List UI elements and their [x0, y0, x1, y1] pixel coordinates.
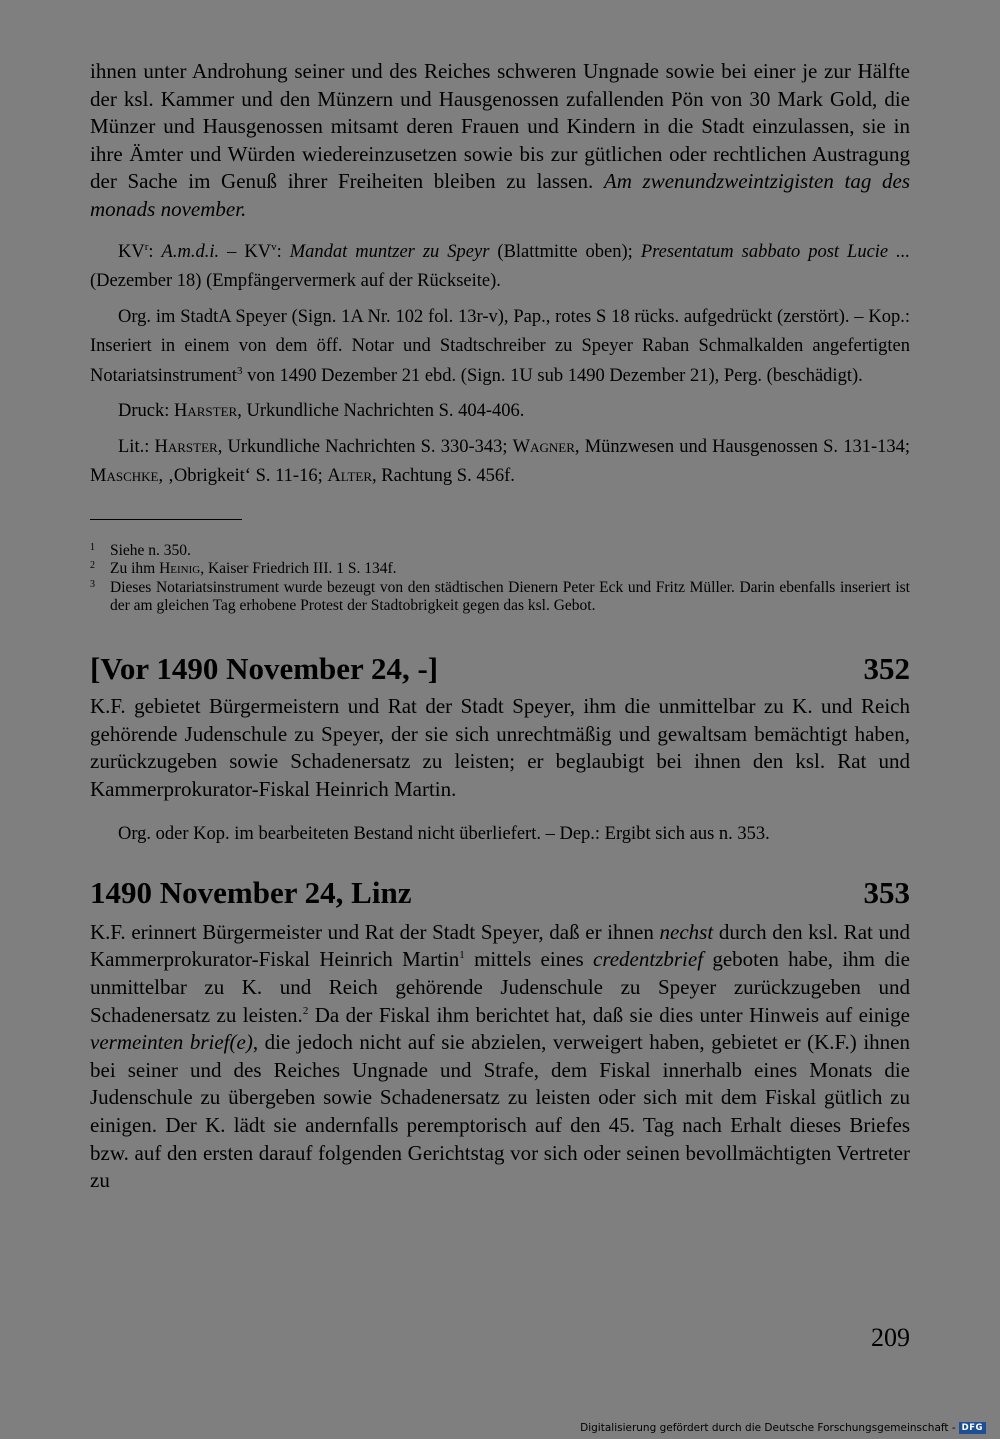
kv-r-label: KV	[118, 241, 145, 262]
lit-label: Lit.:	[118, 436, 155, 457]
intro-paragraph	[90, 58, 910, 224]
kv-v-label: – KV	[219, 241, 272, 262]
lit-text: , Rachtung S. 456f.	[372, 466, 515, 487]
org-text-after: von 1490 Dezember 21 ebd. (Sign. 1U sub 1490 Dezember 21), Perg. (beschädigt).	[242, 365, 863, 386]
kv-mandat: Mandat muntzer zu Speyr	[289, 241, 490, 262]
footnote-divider	[90, 519, 242, 520]
lit-text: , Urkundliche Nachrichten S. 330-343;	[217, 436, 513, 457]
entry-352-note: Org. oder Kop. im bearbeiteten Bestand nicht überliefert. – Dep.: Ergibt sich aus n. 353.	[118, 824, 770, 845]
footnote-3	[90, 579, 910, 616]
intro-text: ihnen unter Androhung seiner und des Reiches schweren Ungnade sowie bei einer je zur Hälfte der ksl. Kammer und den Münzern und Hausgenossen zufallenden Pön von 30 Mark Gold, die Münzer und Hausgenossen mitsamt deren Frauen und Kindern in die Stadt einzulassen, sie in ihre Ämter und Würden wiedereinzusetzen sowie bis zur gütlichen oder rechtlichen Austragung der Sache im Genuß ihrer Freiheiten bleiben zu lassen.	[90, 59, 910, 194]
kv-blattmitte: (Blattmitte oben);	[489, 241, 641, 262]
dfg-credit	[580, 1422, 986, 1434]
footnote-ref: 2	[302, 1004, 309, 1017]
regest-quote: credentzbrief	[593, 947, 704, 972]
lit-author: Harster	[154, 436, 218, 457]
dfg-logo: DFG	[959, 1422, 986, 1434]
entry-352-heading	[90, 651, 910, 687]
druck-text: , Urkundliche Nachrichten S. 404-406.	[237, 401, 525, 422]
entry-353-title: 1490 November 24, Linz	[90, 874, 412, 910]
footnote-number: 3	[90, 578, 95, 590]
regest-text: K.F. erinnert Bürgermeister und Rat der Stadt Speyer, daß er ihnen	[90, 919, 660, 944]
footnote-2	[90, 560, 910, 579]
lit-text: , ‚Obrigkeit‘ S. 11-16;	[158, 466, 328, 487]
regest-text: durch den ksl. Rat und Kammerprokurator-Fiskal Heinrich Martin	[90, 919, 910, 972]
druck-note	[90, 397, 910, 427]
footnote-text: Siehe n. 350.	[110, 541, 191, 559]
org-footnote-ref: 3	[236, 364, 243, 377]
entry-352-number: 352	[863, 650, 910, 686]
footnote-text: Zu ihm	[110, 560, 160, 578]
kv-presentatum: Presentatum sabbato post Lucie ...	[640, 241, 911, 262]
lit-text: , Münzwesen und Hausgenossen S. 131-134;	[574, 436, 910, 457]
footnote-author: Heinig	[159, 560, 201, 578]
regest-text: Da der Fiskal ihm berichtet hat, daß sie dies unter Hinweis auf einige	[308, 1002, 910, 1027]
kv-r-sup: r	[144, 240, 149, 253]
regest-quote: nechst	[659, 919, 714, 944]
credit-text: Digitalisierung gefördert durch die Deutsche Forschungsgemeinschaft -	[580, 1422, 956, 1434]
intro-date: Am zwenundzweintzigisten tag des monads november.	[90, 169, 910, 221]
org-text: Org. im StadtA Speyer (Sign. 1A Nr. 102 fol. 13r-v), Pap., rotes S 18 rücks. aufgedrückt (zerstört). – Kop.: Inseriert in einem von dem öff. Notar und Stadtschreiber zu Speyer Raban Schmalkalden angefertigten Notariatsinstrument	[90, 306, 910, 386]
regest-text: geboten habe, ihm die unmittelbar zu K. und Reich gehörende Judenschule zu Speyer zurückzugeben und Schadenersatz zu leisten.	[90, 947, 910, 1027]
entry-352-regest: K.F. gebietet Bürgermeistern und Rat der Stadt Speyer, ihm die unmittelbar zu K. und Reich gehörende Judenschule zu Speyer, der sie sich unrechtmäßig und gewaltsam bemächtigt haben, zurückzugeben sowie Schadenersatz zu leisten; er beglaubigt bei ihnen den ksl. Rat und Kammerprokurator-Fiskal Heinrich Martin.	[90, 693, 910, 801]
druck-author: Harster	[174, 401, 238, 422]
footnote-text: Dieses Notariatsinstrument wurde bezeugt von den städtischen Dienern Peter Eck und Fritz Müller. Darin ebenfalls inseriert ist der am gleichen Tag erhobene Protest der Stadtobrigkeit gegen das ksl. Gebot.	[110, 578, 910, 615]
kv-amdi: A.m.d.i.	[161, 241, 220, 262]
footnote-number: 2	[90, 560, 95, 572]
footnote-text: , Kaiser Friedrich III. 1 S. 134f.	[200, 560, 397, 578]
regest-text: mittels eines	[464, 947, 594, 972]
regest-text: , die jedoch nicht auf sie abzielen, verweigert haben, gebietet er (K.F.) ihnen bei seiner und des Reiches Ungnade und Strafe, dem Fiskal innerhalb eines Monats die Judenschule zu übergeben sowie Schadenersatz zu leisten oder sich mit dem Fiskal gütlich zu einigen. Der K. lädt sie andernfalls peremptorisch auf den 45. Tag nach Erhalt dieses Briefes bzw. auf den ersten darauf folgenden Gerichtstag vor sich oder seinen bevollmächtigten Vertreter zu	[90, 1030, 910, 1193]
regest-quote: vermeinten brief(e)	[90, 1030, 253, 1055]
kv-v-sup: v	[271, 240, 277, 253]
entry-353-number: 353	[863, 874, 910, 910]
entry-352-title: [Vor 1490 November 24, -]	[90, 650, 439, 686]
page-number: 209	[871, 1323, 910, 1352]
lit-author: Alter	[327, 466, 373, 487]
original-note	[90, 303, 910, 392]
entry-353-regest	[90, 919, 910, 1195]
lit-author: Maschke	[90, 466, 159, 487]
document-page	[90, 58, 910, 1195]
footnote-ref: 1	[459, 949, 465, 962]
footnote-number: 1	[90, 541, 95, 553]
kv-rest: (Dezember 18) (Empfängervermerk auf der Rückseite).	[90, 271, 501, 292]
druck-label: Druck:	[118, 401, 174, 422]
literature-note	[90, 433, 910, 492]
kv-note: $KV^r$: A.m.d.i. – $KV^v$: Mandat muntzer zu Speyr (Blattmitte oben); Presentatum sabbato post Lucie ... (Dezember 18) (Empfängervermerk auf der Rückseite).	[90, 240, 911, 292]
entry-353-heading	[90, 875, 910, 911]
footnote-1	[90, 542, 910, 561]
lit-author: Wagner	[512, 436, 575, 457]
